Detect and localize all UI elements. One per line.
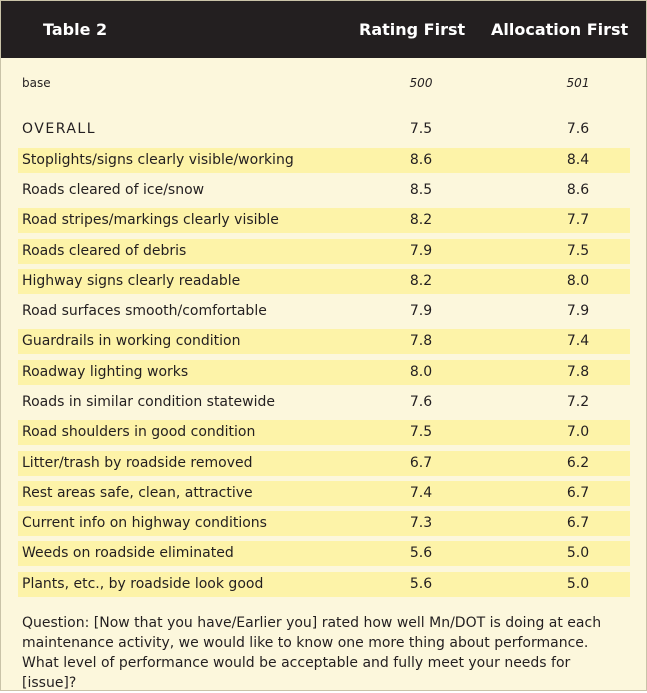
row-rating-first: 8.5 <box>409 182 433 198</box>
row-rating-first: 7.8 <box>409 333 433 349</box>
row-label: Road stripes/markings clearly visible <box>22 212 279 228</box>
row-allocation-first: 7.7 <box>566 212 590 228</box>
row-rating-first: 7.9 <box>409 303 433 319</box>
row-allocation-first: 7.2 <box>566 394 590 410</box>
row-allocation-first: 7.5 <box>566 243 590 259</box>
row-rating-first: 8.2 <box>409 273 433 289</box>
table-row <box>18 390 630 415</box>
question-text: Question: [Now that you have/Earlier you] rated how well Mn/DOT is doing at each maintenance activity, we would like to know one more thing about performance. What level of performance would be acceptable and fully meet your needs for [issue]? <box>22 615 602 691</box>
row-rating-first: 7.5 <box>409 424 433 440</box>
table-row <box>18 148 630 173</box>
row-rating-first: 7.4 <box>409 485 433 501</box>
table-row <box>18 299 630 324</box>
row-label: Highway signs clearly readable <box>22 273 241 289</box>
table-row <box>18 541 630 566</box>
row-rating-first: 7.3 <box>409 515 433 531</box>
table-row <box>18 178 630 203</box>
row-label: Stoplights/signs clearly visible/working <box>22 152 294 168</box>
row-allocation-first: 5.0 <box>566 545 590 561</box>
row-label: Road shoulders in good condition <box>22 424 256 440</box>
row-allocation-first: 7.8 <box>566 364 590 380</box>
table-row <box>18 329 630 354</box>
table-row <box>18 208 630 233</box>
row-rating-first: 8.0 <box>409 364 433 380</box>
table-row <box>18 572 630 597</box>
row-rating-first: 5.6 <box>409 545 433 561</box>
row-allocation-first: 5.0 <box>566 576 590 592</box>
row-label: Roads in similar condition statewide <box>22 394 275 410</box>
row-label: Current info on highway conditions <box>22 515 267 531</box>
table-row <box>18 420 630 445</box>
row-label: Road surfaces smooth/comfortable <box>22 303 267 319</box>
row-label: Guardrails in working condition <box>22 333 241 349</box>
overall-rating-first: 7.5 <box>409 121 433 137</box>
table-row <box>18 511 630 536</box>
table-row <box>18 481 630 506</box>
column-header-allocation-first: Allocation First <box>491 20 629 39</box>
row-rating-first: 7.9 <box>409 243 433 259</box>
row-rating-first: 6.7 <box>409 455 433 471</box>
table-row <box>18 269 630 294</box>
row-allocation-first: 8.6 <box>566 182 590 198</box>
row-label: Roadway lighting works <box>22 364 189 380</box>
overall-row <box>18 117 630 142</box>
row-rating-first: 8.6 <box>409 152 433 168</box>
table-title: Table 2 <box>43 20 108 39</box>
row-label: Roads cleared of ice/snow <box>22 182 205 198</box>
base-label: base <box>22 76 51 90</box>
row-label: Weeds on roadside eliminated <box>22 545 234 561</box>
base-rating-first: 500 <box>409 76 433 90</box>
row-allocation-first: 6.7 <box>566 485 590 501</box>
row-label: Litter/trash by roadside removed <box>22 455 253 471</box>
row-allocation-first: 6.2 <box>566 455 590 471</box>
row-label: Rest areas safe, clean, attractive <box>22 485 253 501</box>
column-header-rating-first: Rating First <box>359 20 466 39</box>
base-allocation-first: 501 <box>566 76 590 90</box>
row-allocation-first: 7.4 <box>566 333 590 349</box>
table-header <box>1 1 646 58</box>
row-allocation-first: 8.0 <box>566 273 590 289</box>
row-allocation-first: 7.0 <box>566 424 590 440</box>
row-allocation-first: 8.4 <box>566 152 590 168</box>
table-row <box>18 239 630 264</box>
row-allocation-first: 7.9 <box>566 303 590 319</box>
row-rating-first: 8.2 <box>409 212 433 228</box>
overall-allocation-first: 7.6 <box>566 121 590 137</box>
row-allocation-first: 6.7 <box>566 515 590 531</box>
table-row <box>18 360 630 385</box>
table-row <box>18 451 630 476</box>
row-label: Roads cleared of debris <box>22 243 187 259</box>
overall-label: OVERALL <box>22 121 97 137</box>
row-rating-first: 7.6 <box>409 394 433 410</box>
base-row <box>18 73 630 93</box>
row-rating-first: 5.6 <box>409 576 433 592</box>
row-label: Plants, etc., by roadside look good <box>22 576 264 592</box>
